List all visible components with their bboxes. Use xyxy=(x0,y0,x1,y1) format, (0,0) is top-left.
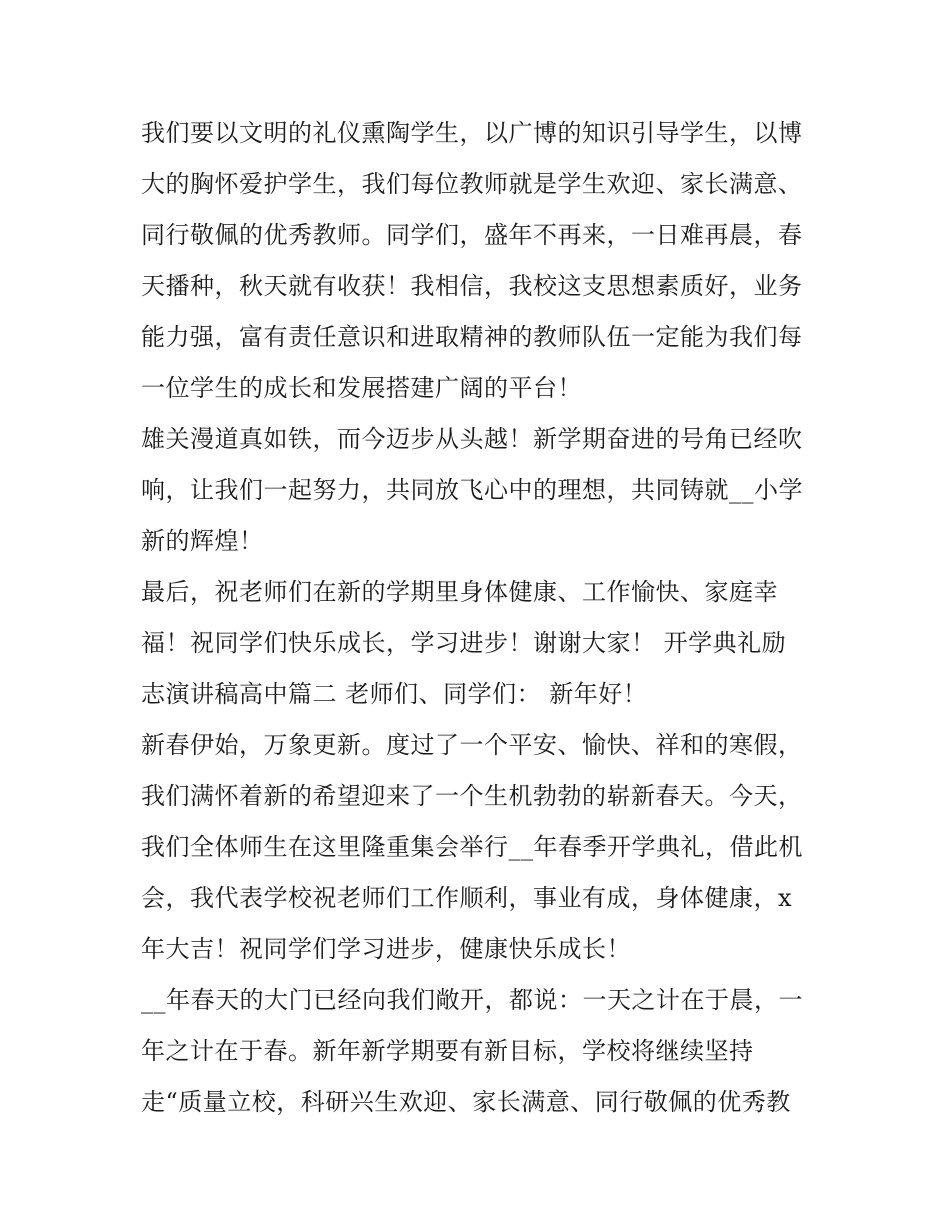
text-line: 走“质量立校，科研兴生欢迎、家长满意、同行敬佩的优秀教 xyxy=(141,1088,791,1116)
text-line: 会，我代表学校祝老师们工作顺利，事业有成，身体健康，x xyxy=(141,884,793,912)
text-line: 新的辉煌！ xyxy=(141,527,264,555)
text-line: __年春天的大门已经向我们敞开，都说：一天之计在于晨，一 xyxy=(141,986,803,1014)
text-line: 我们满怀着新的希望迎来了一个生机勃勃的崭新春天。今天， xyxy=(141,782,803,810)
text-line: 能力强，富有责任意识和进取精神的教师队伍一定能为我们每 xyxy=(141,323,803,351)
body-text xyxy=(141,108,821,1128)
text-line: 年大吉！祝同学们学习进步，健康快乐成长！ xyxy=(141,935,631,963)
text-line: 福！祝同学们快乐成长，学习进步！谢谢大家！ 开学典礼励 xyxy=(141,629,787,657)
text-line: 新春伊始，万象更新。度过了一个平安、愉快、祥和的寒假， xyxy=(141,731,803,759)
text-line: 天播种，秋天就有收获！我相信，我校这支思想素质好，业务 xyxy=(141,272,803,300)
text-line: 最后，祝老师们在新的学期里身体健康、工作愉快、家庭幸 xyxy=(141,578,778,606)
text-line: 响，让我们一起努力，共同放飞心中的理想，共同铸就__小学 xyxy=(141,476,803,504)
text-line: 志演讲稿高中篇二 老师们、同学们： 新年好！ xyxy=(141,680,648,708)
text-line: 雄关漫道真如铁，而今迈步从头越！新学期奋进的号角已经吹 xyxy=(141,425,803,453)
text-line: 同行敬佩的优秀教师。同学们，盛年不再来，一日难再晨，春 xyxy=(141,221,803,249)
text-line: 年之计在于春。新年新学期要有新目标，学校将继续坚持 xyxy=(141,1037,754,1065)
text-line: 一位学生的成长和发展搭建广阔的平台！ xyxy=(141,374,582,402)
text-line: 我们全体师生在这里隆重集会举行__年春季开学典礼，借此机 xyxy=(141,833,803,861)
text-line: 大的胸怀爱护学生，我们每位教师就是学生欢迎、家长满意、 xyxy=(141,170,803,198)
text-line: 我们要以文明的礼仪熏陶学生，以广博的知识引导学生，以博 xyxy=(141,119,803,147)
